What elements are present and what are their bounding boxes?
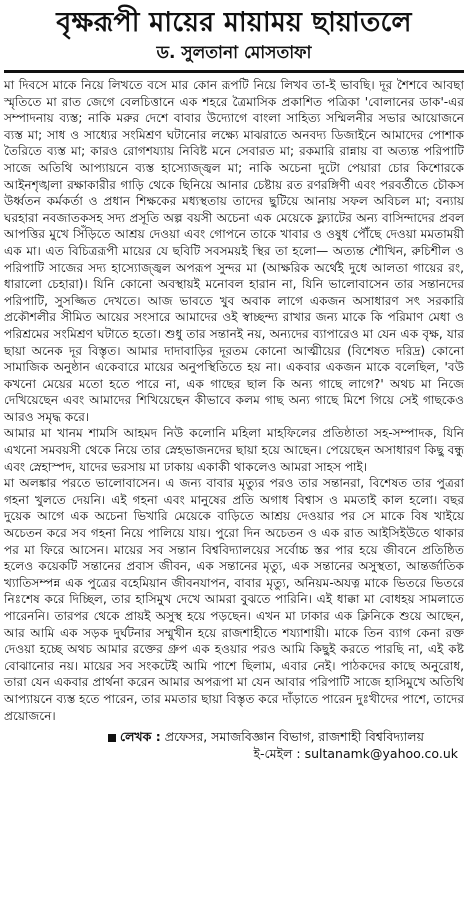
article-title: বৃক্ষরূপী মায়ের মায়াময় ছায়াতলে	[56, 7, 412, 38]
email-address[interactable]: sultanamk@yahoo.co.uk	[304, 746, 458, 762]
article-body	[4, 77, 464, 724]
writer-label: লেখক :	[120, 729, 161, 745]
article-page	[0, 6, 468, 909]
email-line	[4, 745, 464, 762]
writer-line	[4, 728, 464, 745]
writer-info: প্রফেসর, সমাজবিজ্ঞান বিভাগ, রাজশাহী বিশ্ববিদ্যালয়	[164, 729, 424, 745]
body-paragraph: আমার মা খানম শামসি আহমদ নিউ কলোনি মহিলা মাহফিলের প্রতিষ্ঠাতা সহ-সম্পাদক, যিনি এখনো সমবয়সী থেকে নিয়ে তার স্নেহভাজনদের ছায়া হয়ে আছেন। পেয়েছেন অসাধারণ কিছু বন্ধু এবং স্নেহাস্পদ, যাদের ভরসায় মা ঢাকায় একাকী থাকলেও আমরা সাহস পাই।	[4, 426, 464, 474]
article-author: ড. সুলতানা মোসতাফা	[156, 43, 312, 63]
title-divider	[4, 70, 464, 73]
email-label: ই-মেইল :	[253, 746, 301, 762]
body-paragraph: মা অলঙ্কার পরতে ভালোবাসেন। এ জন্য বাবার মৃত্যুর পরও তার সন্তানরা, বিশেষত তার পুত্ররা গহনা খুলতে দেয়নি। এই গহনা এবং মানুষের প্রতি অগাধ বিশ্বাস ও মমতাই কাল হলো। বছর দুয়েক আগে এক অচেনা ভিখারি মেয়েকে বাড়িতে আশ্রয় দেওয়ার পর সে মাকে বিষ খাইয়ে অচেতন করে সব গহনা নিয়ে পালিয়ে যায়। পুরো দিন অচেতন ও এক রাত আইসিইউতে থাকার পর মা ফিরে আসেন। মায়ের সব সন্তান বিশ্ববিদ্যালয়ের সর্বোচ্চ স্তর পার হয়ে জীবনে প্রতিষ্ঠিত হলেও কয়েকটি সন্তানের প্রবাস জীবন, এক সন্তানের মৃত্যু, এক সন্তানের অসুস্থতা, আন্তর্জাতিক খ্যাতিসম্পন্ন এক পুত্রের বহেমিয়ান জীবনযাপন, বাবার মৃত্যু, অনিয়ম-অযত্ন মাকে ভিতরে ভিতরে নিঃশেষ করে দিচ্ছিল, তার হাসিমুখ দেখে আমরা বুঝতে পারিনি। এই ধাক্কা মা বোধহয় সামলাতে পারেননি। তারপর থেকে প্রায়ই অসুস্থ হয়ে পড়ছেন। এখন মা ঢাকার এক ক্লিনিকে শুয়ে আছেন, আর আমি এক সড়ক দুর্ঘটনার সম্মুখীন হয়ে রাজশাহীতে শয্যাশায়ী। মাকে তিন ব্যাগ কেনা রক্ত দেওয়া হচ্ছে অথচ আমার রক্তের গ্রুপ এক হওয়ার পরও আমি কিছুই করতে পারছি না, এই কষ্ট বোঝানোর নয়। মায়ের সব সংকটেই আমি পাশে ছিলাম, এবার নেই। পাঠকদের কাছে অনুরোধ, তারা যেন একবার প্রার্থনা করেন আমার অপরূপা মা যেন আবার পরিপাটি সাজে হাসিমুখে অতিথি আপ্যায়নে ব্যস্ত হতে পারেন, তার মমতার ছায়া বিস্তৃত করে দাঁড়াতে পারেন দুঃখীদের পাশে, তাদের প্রয়োজনে।	[4, 476, 464, 723]
body-paragraph: মা দিবসে মাকে নিয়ে লিখতে বসে মার কোন রূপটি নিয়ে লিখব তা-ই ভাবছি। দূর শৈশবে আবছা স্মৃতিতে মা রাত জেগে বেলচিত্তানে এক শহরে ত্রৈমাসিক প্রকাশিত পত্রিকা 'বোলানের ডাক'-এর সম্পাদনায় ব্যস্ত; নাকি মরুর দেশে বাবার উদ্যোগে বাংলা সাহিত্য সম্মিলনীর সভার আয়োজনে ব্যস্ত মা; সাধ ও সাধ্যের সংমিশ্রণ ঘটানোর লক্ষ্যে মাঝরাতে অনবদ্য ডিজাইনে আমাদের পোশাক তৈরিতে ব্যস্ত মা; কারও রোগশয্যায় নিবিষ্ট মনে সেবারত মা; রকমারি রান্নায় বা অত্যন্ত পরিপাটি সাজে অতিথি আপ্যায়নে ব্যস্ত হাস্যোজ্জ্বল মা; নাকি অচেনা দুটো পেয়ারা চোর কিশোরকে আইনশৃঙ্খলা রক্ষাকারীর গাড়ি থেকে ছিনিয়ে আনার চেষ্টায় রত রণরঙ্গিণী এবং পরবর্তীতে চৌকস উর্ধ্বতন কর্মকর্তা ও প্রধান শিক্ষকের মধ্যস্থতায় তাদের ছুটিয়ে আনায় সফল অবিচল মা; বন্যায় ঘরহারা নবজাতকসহ সদ্য প্রসূতি অল্প বয়সী অচেনা এক মেয়েকে ফ্ল্যাটের অন্য বাসিন্দাদের প্রবল আপত্তির মুখে সিঁড়িতে আশ্রয় দেওয়া এবং গোপনে তাকে খাবার ও ওষুধ পৌঁছে দেওয়া মমতাময়ী এক মা। এত বিচিত্ররূপী মায়ের যে ছবিটি সবসময়ই স্থির তা হলো— অত্যন্ত শৌখিন, রুচিশীল ও পরিপাটি সাজের সদ্য হাস্যোজ্জ্বল অপরূপ সুন্দর মা (আক্ষরিক অর্থেই দুধে আলতা গায়ের রং, ধারালো চেহারা)। যিনি কোনো অবস্থায়ই মনোবল হারান না, যিনি ভালোবাসেন তার সন্তানদের পরিপাটি, সুসজ্জিত দেখতে। আজ ভাবতে খুব অবাক লাগে একজন অসাধারণ সৎ সরকারি প্রকৌশলীর সীমিত আয়ের সংসারে আমাদের ওই স্বাচ্ছন্দ্য রাখার জন্য মাকে কি পরিমাণ মেধা ও পরিশ্রমের সংমিশ্রণ ঘটাতে হতো। শুধু তার সন্তানই নয়, অন্যদের ব্যাপারেও মা যেন এক বৃক্ষ, যার ছায়া অনেক দূর বিস্তৃত। আমার দাদাবাড়ির দূরতম কোনো আত্মীয়ের (বিশেষত দরিদ্র) কোনো সামাজিক অনুষ্ঠান একেবারে মায়ের অনুপস্থিতিতে হয় না। একবার একজন মাকে বলেছিল, 'বউ কখনো মেয়ের মতো হতে পারে না, এক গাছের ছাল কি অন্য গাছে লাগে?' অথচ মা নিজে দেখিয়েছেন এবং আমাদের শিখিয়েছেন কীভাবে কলম গাছ অন্য গাছে মিশে গিয়ে সেই গাছকেও আরও সমৃদ্ধ করে।	[4, 78, 464, 424]
article-footer	[4, 728, 464, 762]
square-bullet-icon	[108, 734, 116, 742]
